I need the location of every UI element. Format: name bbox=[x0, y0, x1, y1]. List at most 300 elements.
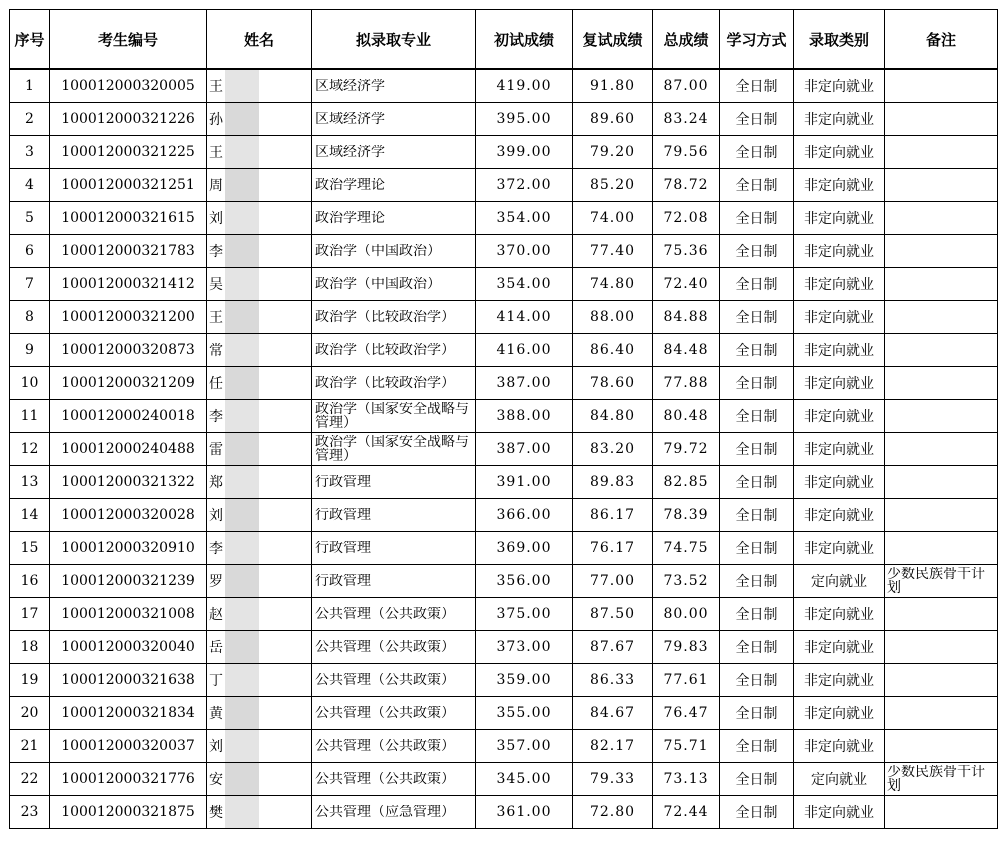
cell-candidate-id: 100012000240488 bbox=[50, 433, 207, 466]
major-text: 公共管理（公共政策） bbox=[315, 772, 455, 786]
surname-text: 雷 bbox=[209, 442, 223, 458]
cell-total-score: 72.08 bbox=[653, 202, 720, 235]
surname-text: 任 bbox=[209, 376, 223, 392]
cell-major bbox=[312, 697, 476, 730]
table-row bbox=[10, 433, 998, 466]
cell-retest-score: 78.60 bbox=[573, 367, 653, 400]
cell-retest-score: 86.33 bbox=[573, 664, 653, 697]
cell-study-mode: 全日制 bbox=[720, 730, 794, 763]
cell-total-score: 77.88 bbox=[653, 367, 720, 400]
cell-total-score: 84.48 bbox=[653, 334, 720, 367]
major-text: 政治学（比较政治学） bbox=[315, 343, 455, 357]
cell-study-mode: 全日制 bbox=[720, 268, 794, 301]
cell-study-mode: 全日制 bbox=[720, 69, 794, 103]
cell-note bbox=[885, 301, 998, 334]
redaction-mask bbox=[225, 730, 259, 762]
major-text: 政治学（国家安全战略与管理） bbox=[315, 402, 469, 430]
redaction-mask bbox=[225, 202, 259, 234]
cell-major bbox=[312, 763, 476, 796]
cell-retest-score: 74.80 bbox=[573, 268, 653, 301]
table-row bbox=[10, 664, 998, 697]
cell-candidate-id: 100012000320028 bbox=[50, 499, 207, 532]
cell-total-score: 79.56 bbox=[653, 136, 720, 169]
cell-candidate-id: 100012000240018 bbox=[50, 400, 207, 433]
cell-major bbox=[312, 202, 476, 235]
major-text: 政治学理论 bbox=[315, 178, 385, 192]
major-text: 公共管理（公共政策） bbox=[315, 673, 455, 687]
cell-major bbox=[312, 730, 476, 763]
surname-text: 周 bbox=[209, 178, 223, 194]
cell-name bbox=[207, 565, 312, 598]
cell-study-mode: 全日制 bbox=[720, 565, 794, 598]
cell-major bbox=[312, 334, 476, 367]
surname-text: 赵 bbox=[209, 607, 223, 623]
cell-name bbox=[207, 631, 312, 664]
redaction-mask bbox=[225, 400, 259, 432]
table-row bbox=[10, 532, 998, 565]
cell-seq: 19 bbox=[10, 664, 50, 697]
col-header-category: 录取类别 bbox=[794, 10, 885, 70]
cell-study-mode: 全日制 bbox=[720, 466, 794, 499]
table-row bbox=[10, 730, 998, 763]
cell-retest-score: 72.80 bbox=[573, 796, 653, 829]
major-text: 政治学（比较政治学） bbox=[315, 376, 455, 390]
cell-total-score: 74.75 bbox=[653, 532, 720, 565]
surname-text: 吴 bbox=[209, 277, 223, 293]
cell-candidate-id: 100012000321209 bbox=[50, 367, 207, 400]
table-row bbox=[10, 598, 998, 631]
major-text: 公共管理（公共政策） bbox=[315, 607, 455, 621]
cell-candidate-id: 100012000321226 bbox=[50, 103, 207, 136]
cell-prelim-score: 387.00 bbox=[476, 367, 573, 400]
cell-note bbox=[885, 466, 998, 499]
cell-prelim-score: 391.00 bbox=[476, 466, 573, 499]
surname-text: 李 bbox=[209, 244, 223, 260]
redaction-mask bbox=[225, 532, 259, 564]
table-row bbox=[10, 136, 998, 169]
cell-study-mode: 全日制 bbox=[720, 664, 794, 697]
cell-note bbox=[885, 334, 998, 367]
col-header-total: 总成绩 bbox=[653, 10, 720, 70]
cell-name bbox=[207, 103, 312, 136]
col-header-mode: 学习方式 bbox=[720, 10, 794, 70]
cell-prelim-score: 419.00 bbox=[476, 69, 573, 103]
redaction-mask bbox=[225, 466, 259, 498]
cell-name bbox=[207, 169, 312, 202]
cell-prelim-score: 355.00 bbox=[476, 697, 573, 730]
cell-major bbox=[312, 103, 476, 136]
cell-prelim-score: 375.00 bbox=[476, 598, 573, 631]
redaction-mask bbox=[225, 499, 259, 531]
cell-candidate-id: 100012000321638 bbox=[50, 664, 207, 697]
cell-seq: 11 bbox=[10, 400, 50, 433]
cell-note bbox=[885, 268, 998, 301]
cell-name bbox=[207, 697, 312, 730]
cell-note bbox=[885, 433, 998, 466]
cell-candidate-id: 100012000321251 bbox=[50, 169, 207, 202]
cell-total-score: 79.83 bbox=[653, 631, 720, 664]
cell-prelim-score: 366.00 bbox=[476, 499, 573, 532]
cell-study-mode: 全日制 bbox=[720, 763, 794, 796]
cell-admission-category: 非定向就业 bbox=[794, 433, 885, 466]
cell-total-score: 82.85 bbox=[653, 466, 720, 499]
cell-total-score: 80.48 bbox=[653, 400, 720, 433]
surname-text: 常 bbox=[209, 343, 223, 359]
cell-total-score: 73.52 bbox=[653, 565, 720, 598]
cell-total-score: 72.44 bbox=[653, 796, 720, 829]
cell-note bbox=[885, 697, 998, 730]
cell-candidate-id: 100012000320040 bbox=[50, 631, 207, 664]
cell-major bbox=[312, 367, 476, 400]
redaction-mask bbox=[225, 697, 259, 729]
surname-text: 黄 bbox=[209, 706, 223, 722]
cell-note bbox=[885, 499, 998, 532]
cell-seq: 5 bbox=[10, 202, 50, 235]
cell-prelim-score: 414.00 bbox=[476, 301, 573, 334]
major-text: 政治学（中国政治） bbox=[315, 277, 441, 291]
table-row bbox=[10, 69, 998, 103]
cell-seq: 10 bbox=[10, 367, 50, 400]
cell-seq: 12 bbox=[10, 433, 50, 466]
col-header-name: 姓名 bbox=[207, 10, 312, 70]
redaction-mask bbox=[225, 235, 259, 267]
cell-name bbox=[207, 301, 312, 334]
cell-retest-score: 77.40 bbox=[573, 235, 653, 268]
major-text: 政治学理论 bbox=[315, 211, 385, 225]
cell-seq: 14 bbox=[10, 499, 50, 532]
cell-retest-score: 89.83 bbox=[573, 466, 653, 499]
cell-seq: 3 bbox=[10, 136, 50, 169]
table-row bbox=[10, 202, 998, 235]
table-row bbox=[10, 499, 998, 532]
cell-note bbox=[885, 664, 998, 697]
surname-text: 刘 bbox=[209, 739, 223, 755]
cell-candidate-id: 100012000321615 bbox=[50, 202, 207, 235]
cell-note bbox=[885, 730, 998, 763]
cell-total-score: 78.39 bbox=[653, 499, 720, 532]
cell-study-mode: 全日制 bbox=[720, 235, 794, 268]
cell-admission-category: 非定向就业 bbox=[794, 697, 885, 730]
table-row bbox=[10, 268, 998, 301]
cell-candidate-id: 100012000321875 bbox=[50, 796, 207, 829]
surname-text: 孙 bbox=[209, 112, 223, 128]
cell-name bbox=[207, 796, 312, 829]
major-text: 区域经济学 bbox=[315, 79, 385, 93]
table-row bbox=[10, 796, 998, 829]
cell-study-mode: 全日制 bbox=[720, 136, 794, 169]
cell-prelim-score: 361.00 bbox=[476, 796, 573, 829]
cell-retest-score: 85.20 bbox=[573, 169, 653, 202]
table-row bbox=[10, 565, 998, 598]
cell-study-mode: 全日制 bbox=[720, 367, 794, 400]
cell-candidate-id: 100012000321322 bbox=[50, 466, 207, 499]
cell-candidate-id: 100012000321834 bbox=[50, 697, 207, 730]
surname-text: 罗 bbox=[209, 574, 223, 590]
redaction-mask bbox=[225, 367, 259, 399]
cell-prelim-score: 356.00 bbox=[476, 565, 573, 598]
cell-candidate-id: 100012000321239 bbox=[50, 565, 207, 598]
redaction-mask bbox=[225, 763, 259, 795]
redaction-mask bbox=[225, 301, 259, 333]
cell-total-score: 79.72 bbox=[653, 433, 720, 466]
major-text: 区域经济学 bbox=[315, 112, 385, 126]
cell-total-score: 77.61 bbox=[653, 664, 720, 697]
cell-note bbox=[885, 202, 998, 235]
cell-candidate-id: 100012000321008 bbox=[50, 598, 207, 631]
major-text: 行政管理 bbox=[315, 541, 371, 555]
cell-note bbox=[885, 400, 998, 433]
redaction-mask bbox=[225, 565, 259, 597]
major-text: 行政管理 bbox=[315, 508, 371, 522]
cell-seq: 18 bbox=[10, 631, 50, 664]
cell-name bbox=[207, 598, 312, 631]
cell-admission-category: 定向就业 bbox=[794, 763, 885, 796]
cell-note bbox=[885, 367, 998, 400]
major-text: 行政管理 bbox=[315, 475, 371, 489]
major-text: 政治学（中国政治） bbox=[315, 244, 441, 258]
cell-seq: 22 bbox=[10, 763, 50, 796]
cell-admission-category: 非定向就业 bbox=[794, 367, 885, 400]
cell-study-mode: 全日制 bbox=[720, 301, 794, 334]
table-row bbox=[10, 334, 998, 367]
cell-prelim-score: 416.00 bbox=[476, 334, 573, 367]
surname-text: 刘 bbox=[209, 211, 223, 227]
surname-text: 安 bbox=[209, 772, 223, 788]
cell-note bbox=[885, 136, 998, 169]
surname-text: 王 bbox=[209, 145, 223, 161]
cell-admission-category: 非定向就业 bbox=[794, 796, 885, 829]
cell-admission-category: 非定向就业 bbox=[794, 301, 885, 334]
cell-major bbox=[312, 169, 476, 202]
cell-major bbox=[312, 301, 476, 334]
cell-admission-category: 非定向就业 bbox=[794, 631, 885, 664]
major-text: 区域经济学 bbox=[315, 145, 385, 159]
cell-seq: 8 bbox=[10, 301, 50, 334]
table-body bbox=[10, 69, 998, 829]
admission-table bbox=[9, 9, 998, 829]
surname-text: 岳 bbox=[209, 640, 223, 656]
cell-major bbox=[312, 136, 476, 169]
redaction-mask bbox=[225, 103, 259, 135]
cell-major bbox=[312, 631, 476, 664]
cell-seq: 15 bbox=[10, 532, 50, 565]
cell-total-score: 72.40 bbox=[653, 268, 720, 301]
cell-total-score: 73.13 bbox=[653, 763, 720, 796]
table-row bbox=[10, 301, 998, 334]
cell-name bbox=[207, 499, 312, 532]
col-header-id: 考生编号 bbox=[50, 10, 207, 70]
major-text: 行政管理 bbox=[315, 574, 371, 588]
cell-admission-category: 非定向就业 bbox=[794, 400, 885, 433]
cell-note bbox=[885, 69, 998, 103]
cell-study-mode: 全日制 bbox=[720, 499, 794, 532]
cell-major bbox=[312, 400, 476, 433]
redaction-mask bbox=[225, 169, 259, 201]
cell-candidate-id: 100012000321225 bbox=[50, 136, 207, 169]
cell-retest-score: 86.17 bbox=[573, 499, 653, 532]
col-header-prelim: 初试成绩 bbox=[476, 10, 573, 70]
note-text: 少数民族骨干计划 bbox=[887, 567, 985, 595]
cell-prelim-score: 395.00 bbox=[476, 103, 573, 136]
cell-retest-score: 89.60 bbox=[573, 103, 653, 136]
cell-major bbox=[312, 433, 476, 466]
cell-study-mode: 全日制 bbox=[720, 631, 794, 664]
cell-study-mode: 全日制 bbox=[720, 697, 794, 730]
cell-retest-score: 91.80 bbox=[573, 69, 653, 103]
cell-total-score: 80.00 bbox=[653, 598, 720, 631]
cell-candidate-id: 100012000320005 bbox=[50, 69, 207, 103]
major-text: 公共管理（公共政策） bbox=[315, 640, 455, 654]
cell-name bbox=[207, 235, 312, 268]
cell-note bbox=[885, 103, 998, 136]
cell-major bbox=[312, 69, 476, 103]
redaction-mask bbox=[225, 433, 259, 465]
cell-study-mode: 全日制 bbox=[720, 169, 794, 202]
cell-name bbox=[207, 763, 312, 796]
cell-major bbox=[312, 532, 476, 565]
cell-note bbox=[885, 235, 998, 268]
cell-admission-category: 非定向就业 bbox=[794, 69, 885, 103]
cell-note bbox=[885, 796, 998, 829]
surname-text: 刘 bbox=[209, 508, 223, 524]
cell-major bbox=[312, 466, 476, 499]
cell-study-mode: 全日制 bbox=[720, 202, 794, 235]
cell-retest-score: 83.20 bbox=[573, 433, 653, 466]
cell-seq: 23 bbox=[10, 796, 50, 829]
major-text: 公共管理（公共政策） bbox=[315, 706, 455, 720]
table-row bbox=[10, 400, 998, 433]
table-row bbox=[10, 169, 998, 202]
cell-seq: 6 bbox=[10, 235, 50, 268]
table-row bbox=[10, 103, 998, 136]
cell-candidate-id: 100012000320910 bbox=[50, 532, 207, 565]
table-row bbox=[10, 763, 998, 796]
cell-candidate-id: 100012000321412 bbox=[50, 268, 207, 301]
cell-retest-score: 79.20 bbox=[573, 136, 653, 169]
cell-total-score: 84.88 bbox=[653, 301, 720, 334]
redaction-mask bbox=[225, 268, 259, 300]
cell-note bbox=[885, 598, 998, 631]
cell-prelim-score: 369.00 bbox=[476, 532, 573, 565]
cell-prelim-score: 354.00 bbox=[476, 202, 573, 235]
surname-text: 王 bbox=[209, 79, 223, 95]
cell-name bbox=[207, 268, 312, 301]
cell-note bbox=[885, 169, 998, 202]
cell-retest-score: 77.00 bbox=[573, 565, 653, 598]
cell-major bbox=[312, 499, 476, 532]
major-text: 公共管理（公共政策） bbox=[315, 739, 455, 753]
cell-major bbox=[312, 268, 476, 301]
cell-major bbox=[312, 664, 476, 697]
cell-prelim-score: 372.00 bbox=[476, 169, 573, 202]
header-row bbox=[10, 10, 998, 70]
cell-seq: 21 bbox=[10, 730, 50, 763]
surname-text: 李 bbox=[209, 409, 223, 425]
cell-retest-score: 84.80 bbox=[573, 400, 653, 433]
redaction-mask bbox=[225, 631, 259, 663]
note-text: 少数民族骨干计划 bbox=[887, 765, 985, 793]
col-header-note: 备注 bbox=[885, 10, 998, 70]
cell-candidate-id: 100012000321776 bbox=[50, 763, 207, 796]
cell-major bbox=[312, 235, 476, 268]
cell-total-score: 76.47 bbox=[653, 697, 720, 730]
cell-candidate-id: 100012000321783 bbox=[50, 235, 207, 268]
redaction-mask bbox=[225, 598, 259, 630]
surname-text: 丁 bbox=[209, 673, 223, 689]
cell-prelim-score: 345.00 bbox=[476, 763, 573, 796]
surname-text: 樊 bbox=[209, 805, 223, 821]
surname-text: 李 bbox=[209, 541, 223, 557]
cell-seq: 16 bbox=[10, 565, 50, 598]
cell-study-mode: 全日制 bbox=[720, 400, 794, 433]
cell-prelim-score: 354.00 bbox=[476, 268, 573, 301]
cell-seq: 4 bbox=[10, 169, 50, 202]
cell-major bbox=[312, 796, 476, 829]
cell-study-mode: 全日制 bbox=[720, 796, 794, 829]
cell-study-mode: 全日制 bbox=[720, 334, 794, 367]
cell-admission-category: 定向就业 bbox=[794, 565, 885, 598]
table-row bbox=[10, 631, 998, 664]
cell-prelim-score: 373.00 bbox=[476, 631, 573, 664]
cell-name bbox=[207, 136, 312, 169]
redaction-mask bbox=[225, 796, 259, 828]
table-row bbox=[10, 466, 998, 499]
col-header-major: 拟录取专业 bbox=[312, 10, 476, 70]
cell-name bbox=[207, 400, 312, 433]
cell-seq: 17 bbox=[10, 598, 50, 631]
cell-prelim-score: 359.00 bbox=[476, 664, 573, 697]
cell-study-mode: 全日制 bbox=[720, 532, 794, 565]
cell-seq: 9 bbox=[10, 334, 50, 367]
cell-name bbox=[207, 730, 312, 763]
cell-name bbox=[207, 433, 312, 466]
cell-seq: 20 bbox=[10, 697, 50, 730]
cell-admission-category: 非定向就业 bbox=[794, 103, 885, 136]
cell-candidate-id: 100012000321200 bbox=[50, 301, 207, 334]
cell-total-score: 75.36 bbox=[653, 235, 720, 268]
cell-name bbox=[207, 664, 312, 697]
cell-admission-category: 非定向就业 bbox=[794, 466, 885, 499]
cell-retest-score: 74.00 bbox=[573, 202, 653, 235]
redaction-mask bbox=[225, 136, 259, 168]
cell-candidate-id: 100012000320037 bbox=[50, 730, 207, 763]
cell-study-mode: 全日制 bbox=[720, 598, 794, 631]
table-row bbox=[10, 235, 998, 268]
redaction-mask bbox=[225, 664, 259, 696]
redaction-mask bbox=[225, 334, 259, 366]
cell-admission-category: 非定向就业 bbox=[794, 169, 885, 202]
cell-seq: 2 bbox=[10, 103, 50, 136]
cell-admission-category: 非定向就业 bbox=[794, 532, 885, 565]
cell-retest-score: 84.67 bbox=[573, 697, 653, 730]
cell-prelim-score: 399.00 bbox=[476, 136, 573, 169]
cell-retest-score: 86.40 bbox=[573, 334, 653, 367]
cell-retest-score: 87.67 bbox=[573, 631, 653, 664]
col-header-seq: 序号 bbox=[10, 10, 50, 70]
col-header-retest: 复试成绩 bbox=[573, 10, 653, 70]
cell-prelim-score: 387.00 bbox=[476, 433, 573, 466]
cell-admission-category: 非定向就业 bbox=[794, 499, 885, 532]
cell-admission-category: 非定向就业 bbox=[794, 136, 885, 169]
cell-name bbox=[207, 532, 312, 565]
major-text: 政治学（国家安全战略与管理） bbox=[315, 435, 469, 463]
cell-candidate-id: 100012000320873 bbox=[50, 334, 207, 367]
cell-name bbox=[207, 466, 312, 499]
table-row bbox=[10, 697, 998, 730]
cell-seq: 1 bbox=[10, 69, 50, 103]
table-row bbox=[10, 367, 998, 400]
cell-prelim-score: 388.00 bbox=[476, 400, 573, 433]
